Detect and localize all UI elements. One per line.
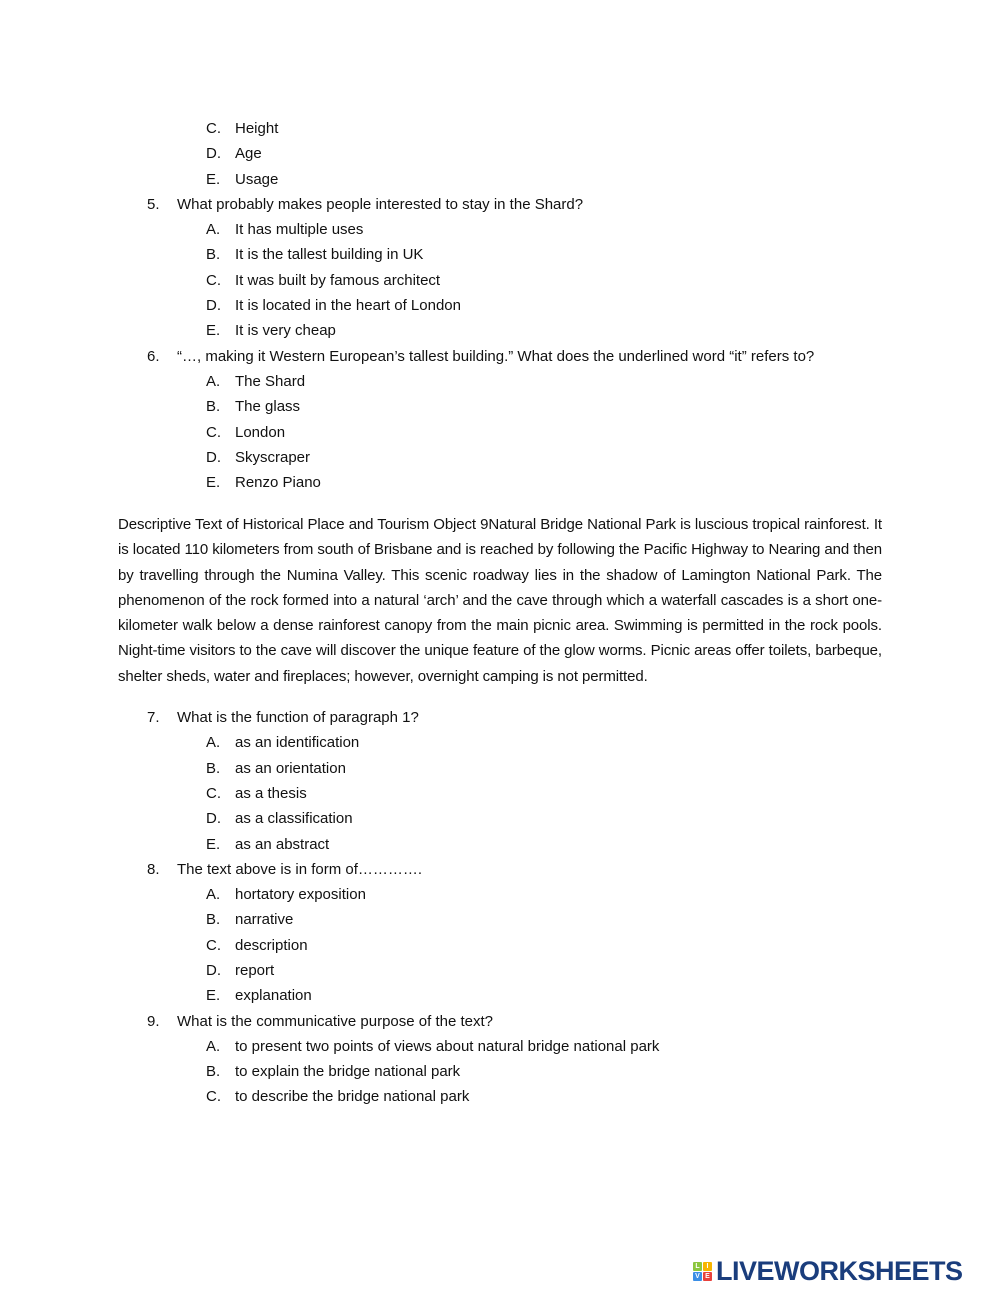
option-text: Height (235, 120, 279, 137)
option-text: as a classification (235, 810, 353, 828)
option-text: It is the tallest building in UK (235, 246, 424, 264)
question-text: The text above is in form of…………. (177, 860, 423, 878)
logo-tile: I (703, 1262, 712, 1271)
answer-option (0, 369, 1000, 394)
answer-option (0, 882, 1000, 907)
option-letter: C. (206, 1088, 221, 1106)
answer-option (0, 1059, 1000, 1084)
option-text: as an orientation (235, 759, 346, 777)
option-letter: D. (206, 448, 221, 466)
question-text: What is the communicative purpose of the text? (177, 1012, 493, 1030)
option-letter: D. (206, 810, 221, 828)
option-letter: A. (206, 221, 221, 239)
answer-option (0, 242, 1000, 267)
logo-text: LIVEWORKSHEETS (716, 1256, 963, 1286)
option-letter: B. (206, 1063, 221, 1081)
option-letter: E. (206, 987, 221, 1005)
answer-option (0, 268, 1000, 293)
option-text: as an abstract (235, 835, 330, 853)
question-7 (0, 705, 1000, 730)
option-letter: D. (206, 297, 221, 315)
option-text: The Shard (235, 372, 306, 390)
question-text: What is the function of paragraph 1? (177, 709, 419, 727)
question-6 (0, 344, 1000, 369)
question-text: What probably makes people interested to stay in the Shard? (177, 195, 584, 213)
option-text: narrative (235, 911, 294, 929)
answer-option (0, 420, 1000, 445)
worksheet-page (0, 116, 1000, 1110)
option-text: to explain the bridge national park (235, 1063, 461, 1081)
option-letter: E. (206, 835, 221, 853)
option-text: report (235, 962, 275, 979)
answer-option (0, 394, 1000, 419)
question-8 (0, 857, 1000, 882)
option-text: to describe the bridge national park (235, 1088, 470, 1106)
option-letter: C. (206, 784, 221, 802)
option-text: as a thesis (235, 784, 307, 802)
logo-tile: L (693, 1262, 702, 1271)
logo-tile: E (703, 1272, 712, 1281)
answer-option (0, 318, 1000, 343)
option-text: to present two points of views about natural bridge national park (235, 1037, 660, 1055)
answer-option (0, 470, 1000, 495)
answer-option (0, 445, 1000, 470)
answer-option (0, 907, 1000, 932)
option-letter: E. (206, 322, 221, 340)
option-letter: C. (206, 936, 221, 954)
answer-option (0, 116, 1000, 141)
question-9 (0, 1009, 1000, 1034)
option-text: It is located in the heart of London (235, 297, 461, 315)
option-letter: C. (206, 423, 221, 441)
answer-option (0, 958, 1000, 983)
answer-option (0, 1084, 1000, 1109)
option-text: explanation (235, 987, 312, 1005)
answer-option (0, 756, 1000, 781)
option-text: Renzo Piano (235, 474, 321, 492)
answer-option (0, 141, 1000, 166)
option-text: The glass (235, 398, 301, 416)
answer-option (0, 781, 1000, 806)
option-letter: A. (206, 886, 221, 904)
question-number: 5. (147, 195, 160, 213)
option-text: description (235, 936, 308, 954)
option-letter: C. (206, 271, 221, 289)
option-text: It was built by famous architect (235, 271, 441, 289)
option-letter: E. (206, 170, 221, 188)
question-number: 8. (147, 860, 160, 878)
option-text: Usage (235, 170, 279, 188)
option-text: Skyscraper (235, 448, 311, 466)
option-text: It is very cheap (235, 322, 336, 340)
option-letter: B. (206, 246, 221, 264)
option-letter: D. (206, 962, 221, 979)
answer-option (0, 832, 1000, 857)
option-letter: B. (206, 398, 221, 416)
answer-option (0, 933, 1000, 958)
answer-option (0, 1034, 1000, 1059)
option-text: Age (235, 145, 262, 163)
option-text: It has multiple uses (235, 221, 364, 239)
option-text: London (235, 423, 286, 441)
logo-tile: V (693, 1272, 702, 1281)
option-letter: A. (206, 1037, 221, 1055)
option-letter: A. (206, 734, 221, 752)
answer-option (0, 983, 1000, 1008)
option-letter: E. (206, 474, 221, 492)
question-number: 7. (147, 709, 160, 727)
logo-tiles-icon (693, 1262, 712, 1281)
option-letter: B. (206, 759, 221, 777)
option-letter: C. (206, 120, 221, 137)
answer-option (0, 293, 1000, 318)
reading-passage: Descriptive Text of Historical Place and Tourism Object 9Natural Bridge National Park is luscious tropical rainforest. It is located 110 kilometers from south of Brisbane and is reached by following the Pacific Highway to Nearing and then by travelling through the Numina Valley. This scenic roadway lies in the shadow of Lamington National Park. The phenomenon of the rock formed into a natural ‘arch’ and the cave through which a waterfall cascades is a short one-kilometer walk below a dense rainforest canopy from the main picnic area. Swimming is permitted in the rock pools. Night-time visitors to the cave will discover the unique feature of the glow worms. Picnic areas offer toilets, barbeque, shelter sheds, water and fireplaces; however, overnight camping is not permitted. (118, 515, 882, 685)
question-number: 6. (147, 347, 160, 365)
option-text: as an identification (235, 734, 360, 752)
option-text: hortatory exposition (235, 886, 366, 904)
question-text: “…, making it Western European’s tallest building.” What does the underlined word “it” refers to? (177, 347, 815, 365)
liveworksheets-logo (693, 1256, 963, 1287)
option-letter: D. (206, 145, 221, 163)
option-letter: A. (206, 372, 221, 390)
answer-option (0, 217, 1000, 242)
option-letter: B. (206, 911, 221, 929)
answer-option (0, 730, 1000, 755)
question-number: 9. (147, 1012, 160, 1030)
question-5 (0, 192, 1000, 217)
answer-option (0, 167, 1000, 192)
answer-option (0, 806, 1000, 831)
